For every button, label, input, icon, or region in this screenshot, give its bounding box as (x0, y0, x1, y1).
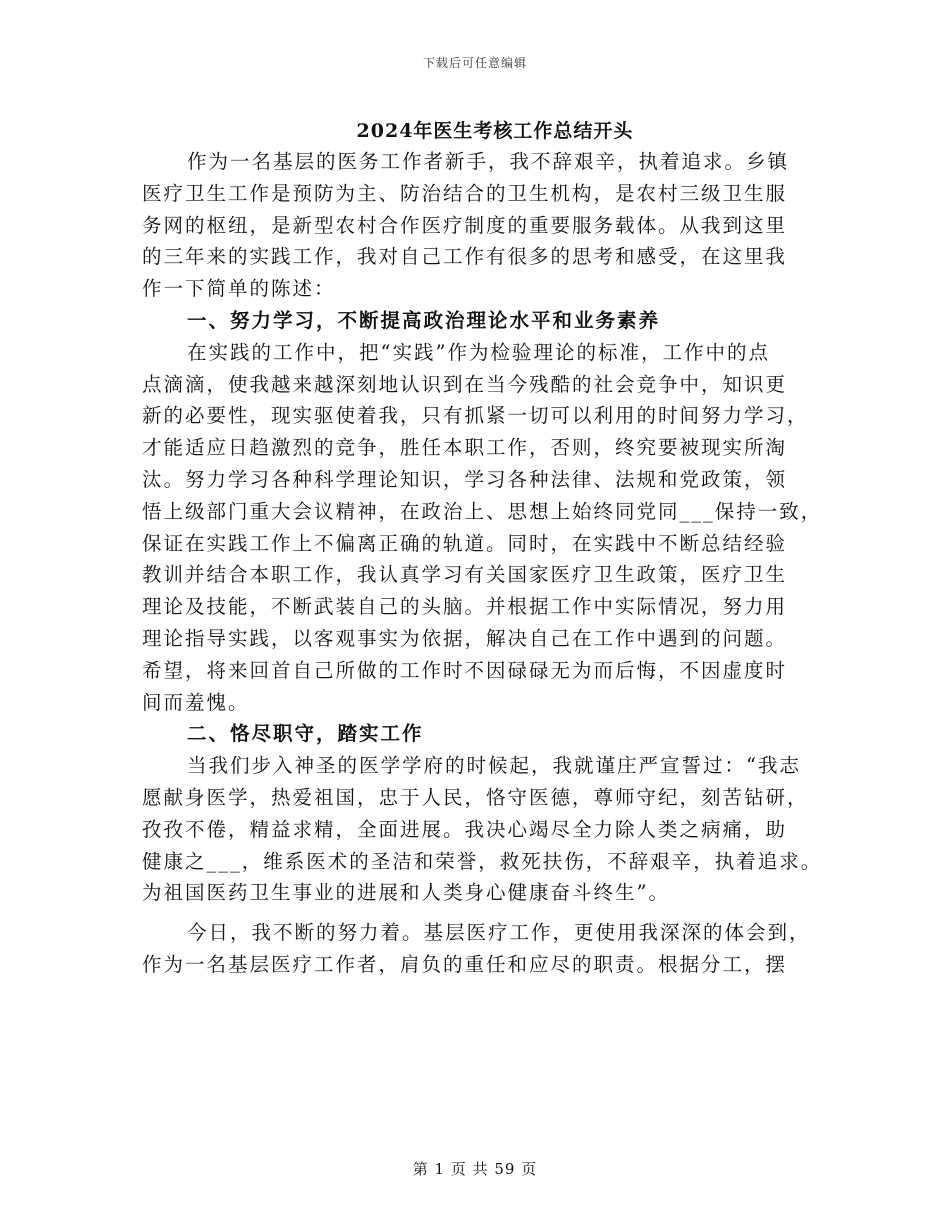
paragraph-line: 保证在实践工作上不偏离正确的轨道。同时，在实践中不断总结经验 (142, 531, 788, 555)
document-title: 2024年医生考核工作总结开头 (356, 120, 634, 142)
paragraph-line: 作为一名基层的医务工作者新手，我不辞艰辛，执着追求。乡镇 (187, 150, 790, 173)
paragraph-line: 理论及技能，不断武装自己的头脑。并根据工作中实际情况，努力用 (142, 595, 788, 619)
paragraph-line: 汰。努力学习各种科学理论知识，学习各种法律、法规和党政策，领 (142, 467, 788, 491)
document-body (142, 146, 822, 981)
paragraph-line: 当我们步入神圣的医学学府的时候起，我就谨庄严宣誓过：“我志 (187, 754, 801, 778)
paragraph-line: 孜孜不倦，精益求精，全面进展。我决心竭尽全力除人类之病痛，助 (142, 817, 788, 841)
paragraph-line: 点滴滴，使我越来越深刻地认识到在当今残酷的社会竞争中，知识更 (142, 372, 788, 396)
paragraph-line: 作一下简单的陈述： (142, 277, 336, 301)
paragraph-line: 今日，我不断的努力着。基层医疗工作，更使用我深深的体会到， (187, 921, 811, 945)
page-number: 第 1 页 共 59 页 (412, 1160, 538, 1178)
paragraph-line: 的三年来的实践工作，我对自己工作有很多的思考和感受，在这里我 (142, 245, 788, 269)
paragraph-line: 健康之___，维系医术的圣洁和荣誉，救死扶伤，不辞艰辛，执着追求。 (142, 849, 823, 873)
paragraph-line: 为祖国医药卫生事业的进展和人类身心健康奋斗终生”。 (142, 881, 670, 905)
paragraph-line: 理论指导实践，以客观事实为依据，解决自己在工作中遇到的问题。 (142, 626, 788, 650)
paragraph-line: 医疗卫生工作是预防为主、防治结合的卫生机构，是农村三级卫生服 (142, 181, 788, 205)
section-heading: 一、努力学习，不断提高政治理论水平和业务素养 (187, 308, 661, 332)
paragraph-line: 在实践的工作中，把“实践”作为检验理论的标准，工作中的点 (187, 340, 770, 364)
header-note: 下载后可任意编辑 (422, 56, 527, 70)
paragraph-line: 作为一名基层医疗工作者，肩负的重任和应尽的职责。根据分工，摆 (142, 952, 788, 976)
paragraph-line: 愿献身医学，热爱祖国，忠于人民，恪守医德，尊师守纪，刻苦钻研， (142, 785, 809, 809)
paragraph-line: 新的必要性，现实驱使着我，只有抓紧一切可以利用的时间努力学习， (142, 404, 809, 428)
paragraph-line: 悟上级部门重大会议精神，在政治上、思想上始终同党同___保持一致， (142, 499, 823, 523)
paragraph-line: 希望，将来回首自己所做的工作时不因碌碌无为而后悔，不因虚度时 (142, 658, 788, 682)
section-heading: 二、恪尽职守，踏实工作 (187, 722, 424, 746)
paragraph-line: 务网的枢纽，是新型农村合作医疗制度的重要服务载体。从我到这里 (142, 213, 788, 237)
paragraph-line: 才能适应日趋激烈的竞争，胜任本职工作，否则，终究要被现实所淘 (142, 436, 788, 460)
paragraph-line: 间而羞愧。 (142, 690, 250, 714)
paragraph-gap (142, 909, 822, 917)
paragraph-line: 教训并结合本职工作，我认真学习有关国家医疗卫生政策，医疗卫生 (142, 563, 788, 587)
